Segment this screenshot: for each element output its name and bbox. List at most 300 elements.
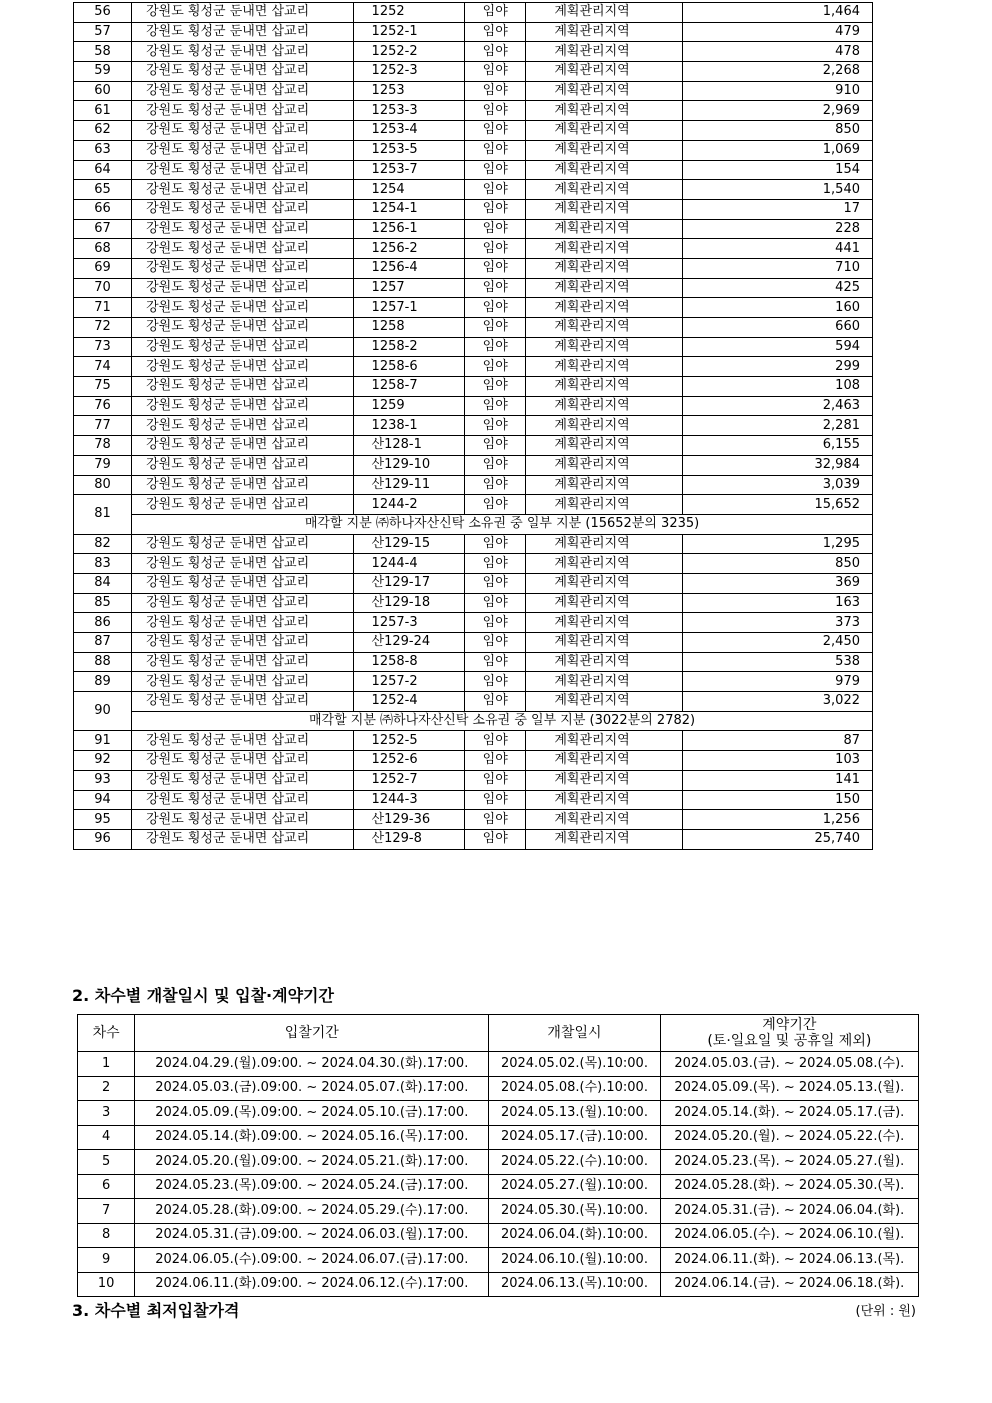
- row-lot-number: 1244-2: [353, 495, 465, 515]
- table-row: [74, 318, 873, 338]
- row-address: 강원도 횡성군 둔내면 삽교리: [132, 3, 353, 23]
- row-land-type: 임야: [465, 534, 526, 554]
- row-number: 58: [74, 42, 132, 62]
- row-land-type: 임야: [465, 121, 526, 141]
- schedule-contract-period: 2024.06.11.(화). ~ 2024.06.13.(목).: [660, 1248, 918, 1273]
- table-row: [74, 633, 873, 653]
- schedule-round: 9: [78, 1248, 135, 1273]
- header-contract-line2: (토·일요일 및 공휴일 제외): [707, 1033, 872, 1049]
- row-address: 강원도 횡성군 둔내면 삽교리: [132, 416, 353, 436]
- row-land-type: 임야: [465, 593, 526, 613]
- row-number: 87: [74, 633, 132, 653]
- table-row: [74, 692, 873, 712]
- row-land-type: 임야: [465, 731, 526, 751]
- row-address: 강원도 횡성군 둔내면 삽교리: [132, 613, 353, 633]
- table-row: [74, 81, 873, 101]
- row-address: 강원도 횡성군 둔내면 삽교리: [132, 318, 353, 338]
- row-address: 강원도 횡성군 둔내면 삽교리: [132, 593, 353, 613]
- schedule-round: 2: [78, 1076, 135, 1101]
- row-number: 83: [74, 554, 132, 574]
- schedule-round: 8: [78, 1223, 135, 1248]
- row-area: 479: [682, 22, 872, 42]
- row-lot-number: 1254-1: [353, 199, 465, 219]
- row-zone: 계획관리지역: [526, 160, 683, 180]
- table-row: [78, 1248, 919, 1273]
- row-zone: 계획관리지역: [526, 337, 683, 357]
- row-area: 154: [682, 160, 872, 180]
- row-zone: 계획관리지역: [526, 298, 683, 318]
- row-area: 1,540: [682, 180, 872, 200]
- schedule-bid-period: 2024.06.11.(화).09:00. ~ 2024.06.12.(수).17:00.: [135, 1272, 489, 1297]
- row-address: 강원도 횡성군 둔내면 삽교리: [132, 219, 353, 239]
- row-address: 강원도 횡성군 둔내면 삽교리: [132, 101, 353, 121]
- row-address: 강원도 횡성군 둔내면 삽교리: [132, 140, 353, 160]
- table-row: [78, 1076, 919, 1101]
- row-zone: 계획관리지역: [526, 101, 683, 121]
- table-row: [78, 1199, 919, 1224]
- row-land-type: 임야: [465, 180, 526, 200]
- schedule-opening: 2024.05.30.(목).10:00.: [489, 1199, 660, 1224]
- row-lot-number: 1258-7: [353, 377, 465, 397]
- schedule-table: [77, 1014, 919, 1297]
- row-number: 72: [74, 318, 132, 338]
- row-zone: 계획관리지역: [526, 199, 683, 219]
- row-lot-number: 산129-11: [353, 475, 465, 495]
- table-row: [78, 1223, 919, 1248]
- row-land-type: 임야: [465, 101, 526, 121]
- row-zone: 계획관리지역: [526, 770, 683, 790]
- row-lot-number: 1259: [353, 396, 465, 416]
- row-area: 594: [682, 337, 872, 357]
- row-address: 강원도 횡성군 둔내면 삽교리: [132, 770, 353, 790]
- row-number: 80: [74, 475, 132, 495]
- row-number: 77: [74, 416, 132, 436]
- table-row: [74, 554, 873, 574]
- table-row: [74, 199, 873, 219]
- land-parcel-table: [73, 2, 873, 850]
- table-row: [74, 810, 873, 830]
- row-lot-number: 1254: [353, 180, 465, 200]
- row-number: 76: [74, 396, 132, 416]
- table-row: [74, 337, 873, 357]
- row-area: 17: [682, 199, 872, 219]
- row-address: 강원도 횡성군 둔내면 삽교리: [132, 495, 353, 515]
- row-zone: 계획관리지역: [526, 731, 683, 751]
- row-land-type: 임야: [465, 318, 526, 338]
- row-number: 65: [74, 180, 132, 200]
- row-land-type: 임야: [465, 22, 526, 42]
- table-row: [74, 829, 873, 849]
- row-area: 103: [682, 751, 872, 771]
- row-land-type: 임야: [465, 554, 526, 574]
- row-area: 369: [682, 573, 872, 593]
- row-address: 강원도 횡성군 둔내면 삽교리: [132, 160, 353, 180]
- row-land-type: 임야: [465, 770, 526, 790]
- row-land-type: 임야: [465, 455, 526, 475]
- row-lot-number: 산129-18: [353, 593, 465, 613]
- row-zone: 계획관리지역: [526, 829, 683, 849]
- row-lot-number: 산129-10: [353, 455, 465, 475]
- row-area: 141: [682, 770, 872, 790]
- row-area: 2,268: [682, 62, 872, 82]
- row-address: 강원도 횡성군 둔내면 삽교리: [132, 455, 353, 475]
- row-area: 32,984: [682, 455, 872, 475]
- row-zone: 계획관리지역: [526, 121, 683, 141]
- schedule-opening: 2024.06.10.(월).10:00.: [489, 1248, 660, 1273]
- row-land-type: 임야: [465, 436, 526, 456]
- row-address: 강원도 횡성군 둔내면 삽교리: [132, 81, 353, 101]
- schedule-round: 4: [78, 1125, 135, 1150]
- schedule-bid-period: 2024.05.28.(화).09:00. ~ 2024.05.29.(수).17:00.: [135, 1199, 489, 1224]
- row-number: 74: [74, 357, 132, 377]
- row-land-type: 임야: [465, 219, 526, 239]
- table-row: [74, 475, 873, 495]
- schedule-contract-period: 2024.05.28.(화). ~ 2024.05.30.(목).: [660, 1174, 918, 1199]
- row-land-type: 임야: [465, 140, 526, 160]
- row-land-type: 임야: [465, 829, 526, 849]
- row-address: 강원도 횡성군 둔내면 삽교리: [132, 42, 353, 62]
- row-land-type: 임야: [465, 751, 526, 771]
- row-zone: 계획관리지역: [526, 613, 683, 633]
- row-land-type: 임야: [465, 652, 526, 672]
- row-area: 163: [682, 593, 872, 613]
- row-lot-number: 산129-36: [353, 810, 465, 830]
- table-row: [74, 239, 873, 259]
- table-row: [74, 495, 873, 515]
- row-lot-number: 1253: [353, 81, 465, 101]
- row-land-type: 임야: [465, 633, 526, 653]
- schedule-opening: 2024.05.08.(수).10:00.: [489, 1076, 660, 1101]
- row-number: 88: [74, 652, 132, 672]
- row-zone: 계획관리지역: [526, 593, 683, 613]
- row-zone: 계획관리지역: [526, 790, 683, 810]
- table-row: [78, 1272, 919, 1297]
- schedule-round: 6: [78, 1174, 135, 1199]
- row-land-type: 임야: [465, 298, 526, 318]
- row-area: 1,295: [682, 534, 872, 554]
- row-lot-number: 1253-7: [353, 160, 465, 180]
- row-address: 강원도 횡성군 둔내면 삽교리: [132, 337, 353, 357]
- table-row: [78, 1150, 919, 1175]
- row-address: 강원도 횡성군 둔내면 삽교리: [132, 810, 353, 830]
- row-land-type: 임야: [465, 239, 526, 259]
- table-row: [74, 22, 873, 42]
- row-lot-number: 1252-7: [353, 770, 465, 790]
- row-land-type: 임야: [465, 416, 526, 436]
- row-area: 3,039: [682, 475, 872, 495]
- schedule-opening: 2024.05.27.(월).10:00.: [489, 1174, 660, 1199]
- schedule-bid-period: 2024.06.05.(수).09:00. ~ 2024.06.07.(금).17:00.: [135, 1248, 489, 1273]
- table-row: [74, 357, 873, 377]
- row-lot-number: 1252: [353, 3, 465, 23]
- row-number: 86: [74, 613, 132, 633]
- row-number: 63: [74, 140, 132, 160]
- row-land-type: 임야: [465, 692, 526, 712]
- row-land-type: 임야: [465, 278, 526, 298]
- table-row: [74, 180, 873, 200]
- row-lot-number: 1253-5: [353, 140, 465, 160]
- row-lot-number: 1252-4: [353, 692, 465, 712]
- row-lot-number: 1257: [353, 278, 465, 298]
- row-land-type: 임야: [465, 396, 526, 416]
- row-number: 85: [74, 593, 132, 613]
- table-row: [78, 1101, 919, 1126]
- row-land-type: 임야: [465, 199, 526, 219]
- row-land-type: 임야: [465, 495, 526, 515]
- row-land-type: 임야: [465, 810, 526, 830]
- row-zone: 계획관리지역: [526, 357, 683, 377]
- row-address: 강원도 횡성군 둔내면 삽교리: [132, 534, 353, 554]
- table-row: [74, 140, 873, 160]
- row-lot-number: 1252-5: [353, 731, 465, 751]
- row-land-type: 임야: [465, 42, 526, 62]
- row-lot-number: 1252-1: [353, 22, 465, 42]
- row-lot-number: 1257-1: [353, 298, 465, 318]
- row-area: 1,069: [682, 140, 872, 160]
- row-address: 강원도 횡성군 둔내면 삽교리: [132, 436, 353, 456]
- row-number: 71: [74, 298, 132, 318]
- schedule-round: 7: [78, 1199, 135, 1224]
- row-lot-number: 1256-4: [353, 258, 465, 278]
- row-zone: 계획관리지역: [526, 377, 683, 397]
- row-number: 91: [74, 731, 132, 751]
- row-lot-number: 1252-2: [353, 42, 465, 62]
- schedule-header-row: [78, 1015, 919, 1052]
- row-lot-number: 산128-1: [353, 436, 465, 456]
- row-address: 강원도 횡성군 둔내면 삽교리: [132, 199, 353, 219]
- row-land-type: 임야: [465, 613, 526, 633]
- row-number: 95: [74, 810, 132, 830]
- row-zone: 계획관리지역: [526, 751, 683, 771]
- row-address: 강원도 횡성군 둔내면 삽교리: [132, 475, 353, 495]
- row-address: 강원도 횡성군 둔내면 삽교리: [132, 751, 353, 771]
- row-number: 75: [74, 377, 132, 397]
- row-number: 96: [74, 829, 132, 849]
- row-address: 강원도 횡성군 둔내면 삽교리: [132, 573, 353, 593]
- schedule-bid-period: 2024.04.29.(월).09:00. ~ 2024.04.30.(화).17:00.: [135, 1052, 489, 1077]
- row-lot-number: 1253-4: [353, 121, 465, 141]
- row-lot-number: 1258-8: [353, 652, 465, 672]
- row-lot-number: 산129-17: [353, 573, 465, 593]
- row-number: 94: [74, 790, 132, 810]
- row-lot-number: 산129-24: [353, 633, 465, 653]
- table-row: [74, 731, 873, 751]
- row-lot-number: 1257-3: [353, 613, 465, 633]
- row-zone: 계획관리지역: [526, 554, 683, 574]
- row-address: 강원도 횡성군 둔내면 삽교리: [132, 829, 353, 849]
- row-area: 425: [682, 278, 872, 298]
- row-area: 538: [682, 652, 872, 672]
- row-address: 강원도 횡성군 둔내면 삽교리: [132, 377, 353, 397]
- row-zone: 계획관리지역: [526, 278, 683, 298]
- row-area: 2,969: [682, 101, 872, 121]
- row-share-note: 매각할 지분 ㈜하나자산신탁 소유권 중 일부 지분 (15652분의 3235): [132, 514, 873, 534]
- schedule-opening: 2024.05.13.(월).10:00.: [489, 1101, 660, 1126]
- row-area: 1,464: [682, 3, 872, 23]
- row-zone: 계획관리지역: [526, 534, 683, 554]
- table-row: [74, 42, 873, 62]
- row-zone: 계획관리지역: [526, 455, 683, 475]
- table-row-note: [74, 711, 873, 731]
- header-bid-period: 입찰기간: [135, 1015, 489, 1052]
- row-number: 57: [74, 22, 132, 42]
- table-row: [78, 1174, 919, 1199]
- row-zone: 계획관리지역: [526, 258, 683, 278]
- row-area: 150: [682, 790, 872, 810]
- land-parcel-table-body: [74, 3, 873, 850]
- row-number: 89: [74, 672, 132, 692]
- schedule-bid-period: 2024.05.20.(월).09:00. ~ 2024.05.21.(화).17:00.: [135, 1150, 489, 1175]
- row-address: 강원도 횡성군 둔내면 삽교리: [132, 357, 353, 377]
- table-row: [78, 1052, 919, 1077]
- row-area: 6,155: [682, 436, 872, 456]
- table-row: [74, 573, 873, 593]
- schedule-contract-period: 2024.05.23.(목). ~ 2024.05.27.(월).: [660, 1150, 918, 1175]
- row-area: 979: [682, 672, 872, 692]
- table-row: [74, 298, 873, 318]
- row-address: 강원도 횡성군 둔내면 삽교리: [132, 121, 353, 141]
- row-number: 81: [74, 495, 132, 534]
- table-row: [74, 613, 873, 633]
- schedule-contract-period: 2024.06.05.(수). ~ 2024.06.10.(월).: [660, 1223, 918, 1248]
- header-opening: 개찰일시: [489, 1015, 660, 1052]
- row-zone: 계획관리지역: [526, 810, 683, 830]
- row-land-type: 임야: [465, 62, 526, 82]
- row-area: 2,281: [682, 416, 872, 436]
- row-zone: 계획관리지역: [526, 573, 683, 593]
- row-lot-number: 1252-3: [353, 62, 465, 82]
- row-area: 15,652: [682, 495, 872, 515]
- table-row: [74, 593, 873, 613]
- row-address: 강원도 횡성군 둔내면 삽교리: [132, 180, 353, 200]
- section-3-heading: 3. 차수별 최저입찰가격: [72, 1301, 240, 1320]
- table-row: [74, 751, 873, 771]
- row-lot-number: 1244-4: [353, 554, 465, 574]
- schedule-bid-period: 2024.05.23.(목).09:00. ~ 2024.05.24.(금).17:00.: [135, 1174, 489, 1199]
- schedule-contract-period: 2024.05.14.(화). ~ 2024.05.17.(금).: [660, 1101, 918, 1126]
- row-number: 62: [74, 121, 132, 141]
- row-land-type: 임야: [465, 160, 526, 180]
- row-area: 2,463: [682, 396, 872, 416]
- row-land-type: 임야: [465, 790, 526, 810]
- schedule-contract-period: 2024.05.09.(목). ~ 2024.05.13.(월).: [660, 1076, 918, 1101]
- schedule-contract-period: 2024.05.03.(금). ~ 2024.05.08.(수).: [660, 1052, 918, 1077]
- row-number: 69: [74, 258, 132, 278]
- header-contract-period: [660, 1015, 918, 1052]
- table-row: [74, 62, 873, 82]
- row-area: 1,256: [682, 810, 872, 830]
- schedule-round: 3: [78, 1101, 135, 1126]
- row-zone: 계획관리지역: [526, 495, 683, 515]
- row-number: 92: [74, 751, 132, 771]
- table-row: [74, 770, 873, 790]
- row-land-type: 임야: [465, 573, 526, 593]
- row-land-type: 임야: [465, 475, 526, 495]
- row-address: 강원도 횡성군 둔내면 삽교리: [132, 790, 353, 810]
- row-area: 108: [682, 377, 872, 397]
- row-number: 90: [74, 692, 132, 731]
- row-zone: 계획관리지역: [526, 180, 683, 200]
- row-number: 64: [74, 160, 132, 180]
- schedule-bid-period: 2024.05.31.(금).09:00. ~ 2024.06.03.(월).17:00.: [135, 1223, 489, 1248]
- schedule-bid-period: 2024.05.14.(화).09:00. ~ 2024.05.16.(목).17:00.: [135, 1125, 489, 1150]
- schedule-opening: 2024.06.13.(목).10:00.: [489, 1272, 660, 1297]
- row-area: 710: [682, 258, 872, 278]
- header-contract-line1: 계약기간: [762, 1017, 817, 1033]
- row-zone: 계획관리지역: [526, 219, 683, 239]
- row-zone: 계획관리지역: [526, 140, 683, 160]
- row-area: 478: [682, 42, 872, 62]
- row-number: 59: [74, 62, 132, 82]
- table-row: [78, 1125, 919, 1150]
- row-land-type: 임야: [465, 258, 526, 278]
- row-number: 78: [74, 436, 132, 456]
- row-share-note: 매각할 지분 ㈜하나자산신탁 소유권 중 일부 지분 (3022분의 2782): [132, 711, 873, 731]
- table-row: [74, 652, 873, 672]
- row-area: 160: [682, 298, 872, 318]
- row-number: 84: [74, 573, 132, 593]
- row-land-type: 임야: [465, 337, 526, 357]
- row-area: 850: [682, 121, 872, 141]
- row-zone: 계획관리지역: [526, 475, 683, 495]
- row-area: 299: [682, 357, 872, 377]
- schedule-contract-period: 2024.06.14.(금). ~ 2024.06.18.(화).: [660, 1272, 918, 1297]
- row-number: 82: [74, 534, 132, 554]
- row-address: 강원도 횡성군 둔내면 삽교리: [132, 258, 353, 278]
- row-lot-number: 1238-1: [353, 416, 465, 436]
- table-row: [74, 3, 873, 23]
- row-area: 25,740: [682, 829, 872, 849]
- row-address: 강원도 횡성군 둔내면 삽교리: [132, 62, 353, 82]
- row-lot-number: 1244-3: [353, 790, 465, 810]
- row-number: 60: [74, 81, 132, 101]
- table-row: [74, 219, 873, 239]
- row-number: 93: [74, 770, 132, 790]
- section-2-heading: 2. 차수별 개찰일시 및 입찰·계약기간: [72, 986, 334, 1005]
- row-lot-number: 1256-1: [353, 219, 465, 239]
- row-address: 강원도 횡성군 둔내면 삽교리: [132, 692, 353, 712]
- row-address: 강원도 횡성군 둔내면 삽교리: [132, 554, 353, 574]
- row-address: 강원도 횡성군 둔내면 삽교리: [132, 22, 353, 42]
- row-address: 강원도 횡성군 둔내면 삽교리: [132, 633, 353, 653]
- row-lot-number: 1258: [353, 318, 465, 338]
- row-zone: 계획관리지역: [526, 42, 683, 62]
- row-address: 강원도 횡성군 둔내면 삽교리: [132, 239, 353, 259]
- table-row: [74, 160, 873, 180]
- schedule-contract-period: 2024.05.31.(금). ~ 2024.06.04.(화).: [660, 1199, 918, 1224]
- row-lot-number: 1252-6: [353, 751, 465, 771]
- row-zone: 계획관리지역: [526, 633, 683, 653]
- table-row: [74, 258, 873, 278]
- table-row: [74, 790, 873, 810]
- table-row: [74, 436, 873, 456]
- row-number: 67: [74, 219, 132, 239]
- row-area: 660: [682, 318, 872, 338]
- schedule-table-body: [78, 1052, 919, 1297]
- row-area: 87: [682, 731, 872, 751]
- schedule-opening: 2024.05.02.(목).10:00.: [489, 1052, 660, 1077]
- table-row: [74, 672, 873, 692]
- row-zone: 계획관리지역: [526, 318, 683, 338]
- table-row: [74, 455, 873, 475]
- row-address: 강원도 횡성군 둔내면 삽교리: [132, 652, 353, 672]
- row-lot-number: 산129-15: [353, 534, 465, 554]
- schedule-opening: 2024.06.04.(화).10:00.: [489, 1223, 660, 1248]
- row-zone: 계획관리지역: [526, 62, 683, 82]
- row-area: 910: [682, 81, 872, 101]
- row-number: 61: [74, 101, 132, 121]
- unit-label: (단위 : 원): [855, 1304, 916, 1319]
